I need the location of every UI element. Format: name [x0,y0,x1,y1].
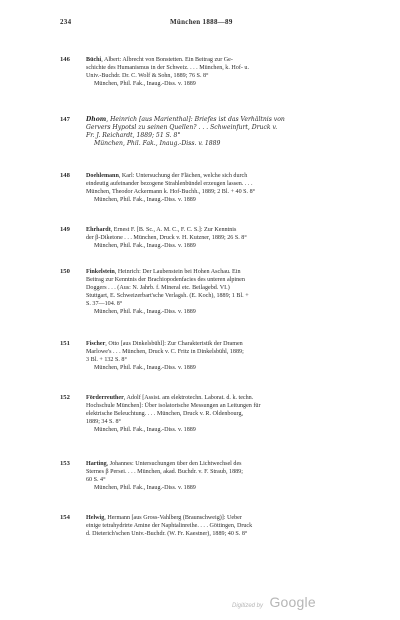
entry-text [86,172,366,204]
entry-line [86,226,366,234]
entry-line [86,172,366,180]
author-surname: Finkelstein [86,269,115,275]
running-title: München 1888—89 [170,18,233,26]
line-text: Fr. J. Reichardt, 1889; 51 S. 8° [86,132,181,139]
entry-line [86,72,366,80]
entry-number: 149 [60,226,70,233]
line-text: elektrische Beleuchtung. . . . München, Druck v. R. Oldenbourg, [86,411,244,417]
entry-line [86,410,366,418]
google-logo: Google [269,594,316,610]
line-text: , Albert: Albrecht von Bonstetten. Ein Beitrag zur Ge- [101,57,233,63]
entry-line [86,348,366,356]
entry-line [86,284,366,292]
entry-text [86,340,366,372]
entry-line [86,468,366,476]
line-text: schichte des Humanismus in der Schweiz. . . . München, k. Hof- u. [86,65,249,71]
entry-number: 152 [60,394,70,401]
line-text: München, Phil. Fak., Inaug.-Diss. v. 1889 [94,365,196,371]
line-text: München, Phil. Fak., Inaug.-Diss. v. 1889 [94,427,196,433]
author-surname: Dhom [86,116,107,123]
entry-line [86,476,366,484]
author-surname: Fischer [86,341,106,347]
author-surname: Förderreuther [86,395,124,401]
entry-line [86,276,366,284]
entry-number: 154 [60,514,70,521]
line-text: der β-Diketone . . . München, Druck v. H. Kutzner, 1889; 26 S. 8° [86,235,247,241]
entry-line [86,64,366,72]
entry-number: 151 [60,340,70,347]
line-text: , Adolf [Assist. am elektrotechn. Laborat. d. k. techn. [123,395,254,401]
line-text: München, Phil. Fak., Inaug.-Diss. v. 1889 [94,140,221,147]
entry-line [86,80,366,88]
line-text: einige tetrahydrirte Amine der Naphtalinreihe. . . . Göttingen, Druck [86,523,253,529]
line-text: Gervers Hypotsl zu seinen Quellen? . . . Schweinfurt, Druck v. [86,124,278,131]
entry-number: 146 [60,56,70,63]
author-surname: Ehrhardt [86,227,111,233]
entry-line [86,56,366,64]
entry-line [86,180,366,188]
entry-line [86,268,366,276]
entry-line [86,522,366,530]
line-text: d. Dieterich'schen Univ.-Buchdr. (W. Fr. Kaestner), 1889; 40 S. 8° [86,531,248,537]
entry-line [86,394,366,402]
entry-line [86,356,366,364]
entry-line [86,426,366,434]
line-text: 3 Bl. + 132 S. 8° [86,357,127,363]
entry-line [86,514,366,522]
entry-line [86,234,366,242]
entry-text [86,460,366,492]
entry-line [86,242,366,250]
line-text: , Otto [aus Dinkelsbühl]: Zur Charakteristik der Dramen [105,341,243,347]
author-surname: Helwig [86,515,105,521]
entry-line [86,300,366,308]
entry-line [86,132,366,140]
entry-line [86,418,366,426]
line-text: Marlowe's . . . München, Druck v. C. Fritz in Dinkelsbühl, 1889; [86,349,244,355]
entry-line [86,140,366,148]
entry-line [86,530,366,538]
entry-text [86,56,366,88]
line-text: eindeutig aufeinander bezogene Strahlenbündel erzeugen lassen. . . . [86,181,253,187]
entry-line [86,124,366,132]
line-text: München, Phil. Fak., Inaug.-Diss. v. 1889 [94,243,196,249]
line-text: , Hermann [aus Gross-Vahlberg (Braunschweig)]: Ueber [104,515,242,521]
entry-text [86,514,366,538]
line-text: München, Phil. Fak., Inaug.-Diss. v. 1889 [94,81,196,87]
page-header [60,18,360,28]
entry-number: 150 [60,268,70,275]
entry-number: 147 [60,116,70,123]
entry-number: 148 [60,172,70,179]
line-text: , Johannes: Untersuchungen über den Lichtwechsel des [106,461,242,467]
line-text: München, Theodor Ackermann k. Hof-Buchh., 1889; 2 Bl. + 40 S. 8° [86,189,256,195]
line-text: , Heinrich: Der Laubenstein bei Hohen Aschau. Ein [114,269,241,275]
entry-line [86,402,366,410]
entry-line [86,292,366,300]
line-text: Doggers . . . (Aus: N. Jahrb. f. Mineral etc. Beilagebd. VI.) [86,285,230,291]
line-text: , Heinrich [aus Marienthal]: Briefes ist das Verhältnis von [106,116,285,123]
line-text: Beitrag zur Kenntnis der Brachiopodenfacies des unteren alpinen [86,277,245,283]
line-text: Sternes β Persei. . . . München, akad. Buchdr. v. F. Straub, 1889; [86,469,243,475]
line-text: München, Phil. Fak., Inaug.-Diss. v. 1889 [94,197,196,203]
author-surname: Harting [86,461,107,467]
entry-line [86,460,366,468]
line-text: , Ernest F. [B. Sc., A. M. C., F. C. S.]: Zur Kenntnis [110,227,237,233]
entry-line [86,364,366,372]
line-text: Univ.-Buchdr. Dr. C. Wolf & Sohn, 1889; 76 S. 8° [86,73,209,79]
entry-line [86,188,366,196]
page-number: 234 [60,18,72,26]
line-text: 60 S. 4° [86,477,106,483]
line-text: München, Phil. Fak., Inaug.-Diss. v. 1889 [94,309,196,315]
entry-text [86,394,366,434]
entry-number: 153 [60,460,70,467]
entry-line [86,484,366,492]
entry-line [86,196,366,204]
author-surname: Doehlemann [86,173,119,179]
line-text: 1889; 34 S. 8° [86,419,121,425]
entry-line [86,340,366,348]
line-text: München, Phil. Fak., Inaug.-Diss. v. 1889 [94,485,196,491]
entry-text [86,268,366,316]
author-surname: Büchi [86,57,102,63]
line-text: , Karl: Untersuchung der Flächen, welche sich durch [118,173,248,179]
entry-line [86,116,366,124]
entry-text [86,116,366,148]
line-text: Stuttgart, E. Schweizerbart'sche Verlagsh. (E. Koch), 1889; 1 Bl. + [86,293,249,299]
google-watermark [232,594,316,612]
line-text: Hochschule München]: Über isolatorische Messungen an Leitungen für [86,403,261,409]
digitized-by-label: Digitized by [232,603,264,609]
entry-text [86,226,366,250]
line-text: S. 37—104. 8° [86,301,123,307]
entry-line [86,308,366,316]
